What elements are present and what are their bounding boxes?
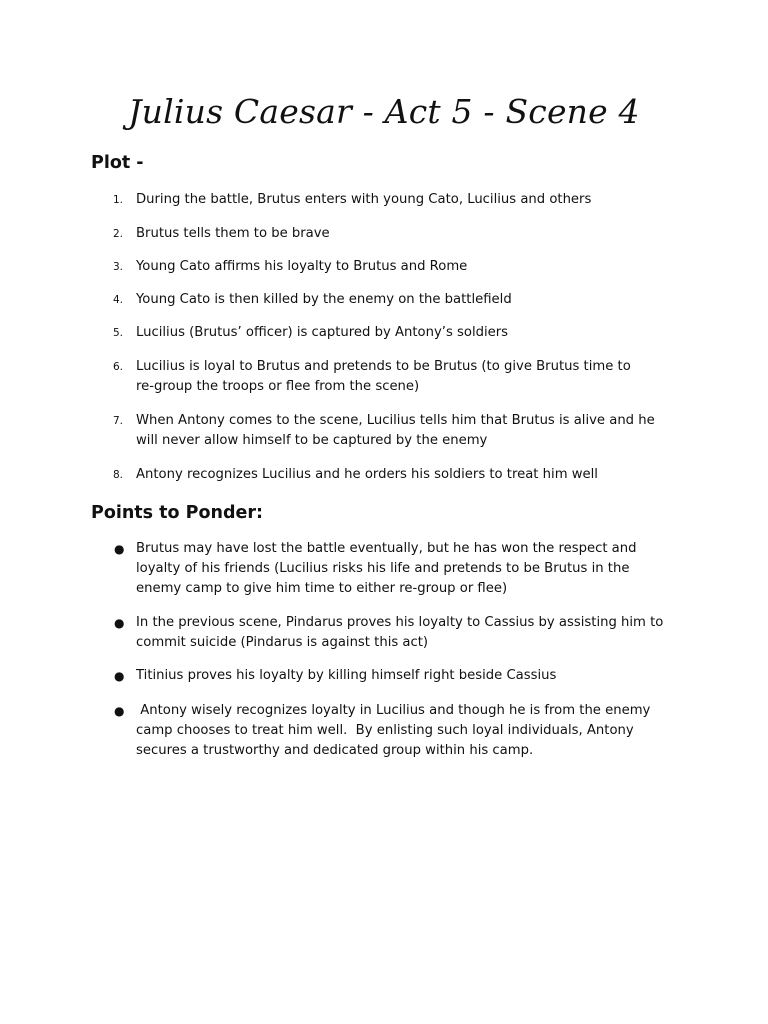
list-item-text: Lucilius is loyal to Brutus and pretends to be Brutus (to give Brutus time to re-group the troops or flee from the scene) [136, 359, 631, 394]
bullet-icon: ● [114, 616, 125, 630]
bullet-icon: ● [114, 669, 125, 683]
points-to-ponder-heading: Points to Ponder: [91, 503, 263, 523]
bullet-icon: ● [114, 704, 125, 718]
list-item-text: Brutus may have lost the battle eventually, but he has won the respect and loyalty of his friends (Lucilius risks his life and pretends to be Brutus in the enemy camp to give him time to either re-group or flee) [136, 541, 637, 596]
list-item-text: When Antony comes to the scene, Lucilius tells him that Brutus is alive and he will never allow himself to be captured by the enemy [136, 413, 655, 448]
list-number: 8. [113, 469, 124, 481]
list-number: 3. [113, 261, 124, 273]
list-item-text: In the previous scene, Pindarus proves his loyalty to Cassius by assisting him to commit suicide (Pindarus is against this act) [136, 615, 664, 650]
list-item-text: Young Cato affirms his loyalty to Brutus and Rome [136, 259, 468, 274]
page-title: Julius Caesar - Act 5 - Scene 4 [128, 92, 640, 131]
list-item-text: Titinius proves his loyalty by killing himself right beside Cassius [136, 668, 557, 683]
list-number: 6. [113, 361, 124, 373]
list-number: 1. [113, 194, 124, 206]
list-number: 2. [113, 228, 124, 240]
list-item-text: Antony wisely recognizes loyalty in Lucilius and though he is from the enemy camp chooses to treat him well. By enlisting such loyal individuals, Antony secures a trustworthy and dedicated group within his camp. [136, 703, 651, 758]
list-number: 4. [113, 294, 124, 306]
list-item-text: During the battle, Brutus enters with young Cato, Lucilius and others [136, 192, 592, 207]
list-item-text: Antony recognizes Lucilius and he orders his soldiers to treat him well [136, 467, 598, 482]
list-item-text: Brutus tells them to be brave [136, 226, 330, 241]
list-item-text: Young Cato is then killed by the enemy on the battlefield [136, 292, 512, 307]
list-number: 7. [113, 415, 124, 427]
bullet-icon: ● [114, 542, 125, 556]
list-number: 5. [113, 327, 124, 339]
list-item-text: Lucilius (Brutus’ officer) is captured by Antony’s soldiers [136, 325, 509, 340]
plot-heading: Plot - [91, 153, 144, 173]
